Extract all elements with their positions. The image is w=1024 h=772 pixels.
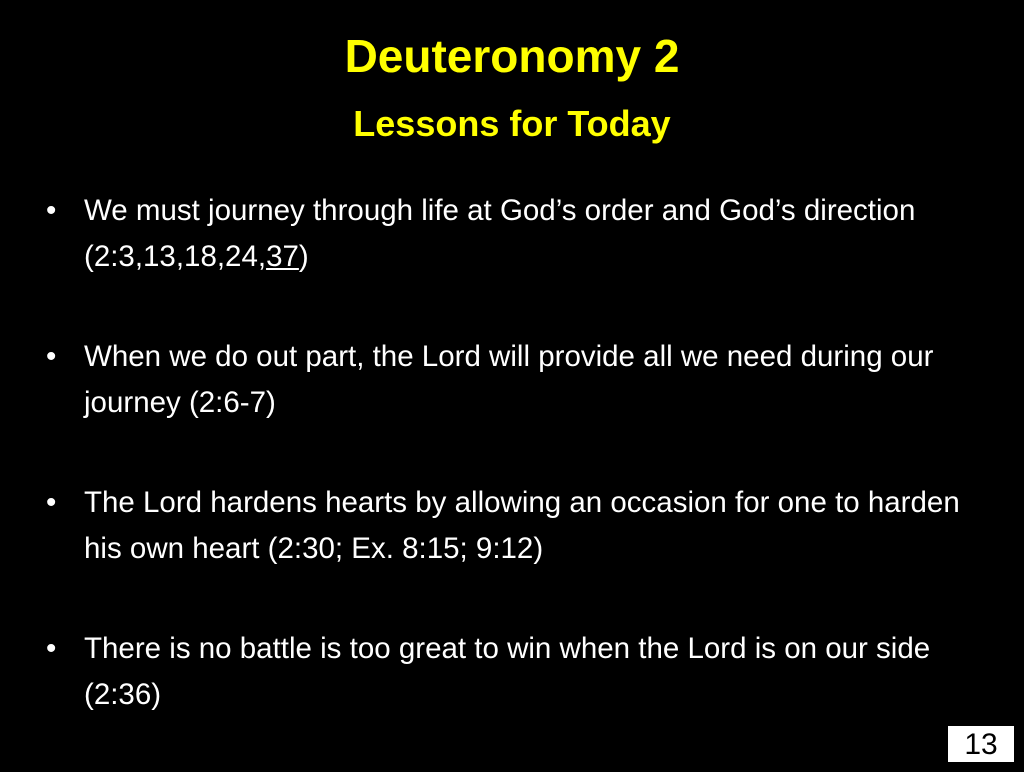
slide-title: Deuteronomy 2 <box>344 30 680 82</box>
bullet-item-1 <box>42 188 982 280</box>
bullet-item-4 <box>42 626 982 718</box>
bullet-dot-icon: • <box>46 340 57 373</box>
bullet-dot-icon: • <box>46 632 57 665</box>
bullet-text-4: There is no battle is too great to win when the Lord is on our side (2:36) <box>84 632 931 711</box>
bullet-dot-icon: • <box>46 194 57 227</box>
bullet-list <box>42 188 982 772</box>
bullet-text-1-start: We must journey through life at God’s order and God’s direction (2:3,13,18,24, <box>84 194 916 273</box>
bullet-text-1-end: ) <box>298 240 309 273</box>
bullet-item-2 <box>42 334 982 426</box>
bullet-dot-icon: • <box>46 486 57 519</box>
bullet-item-3 <box>42 480 982 572</box>
page-number-badge: 13 <box>946 724 1016 764</box>
bullet-text-2: When we do out part, the Lord will provide all we need during our journey (2:6-7) <box>84 340 934 419</box>
bullet-text-1-underlined: 37 <box>266 240 299 273</box>
bullet-text-3: The Lord hardens hearts by allowing an occasion for one to harden his own heart (2:30; Ex. 8:15; 9:12) <box>84 486 960 565</box>
slide-subtitle: Lessons for Today <box>353 103 671 144</box>
